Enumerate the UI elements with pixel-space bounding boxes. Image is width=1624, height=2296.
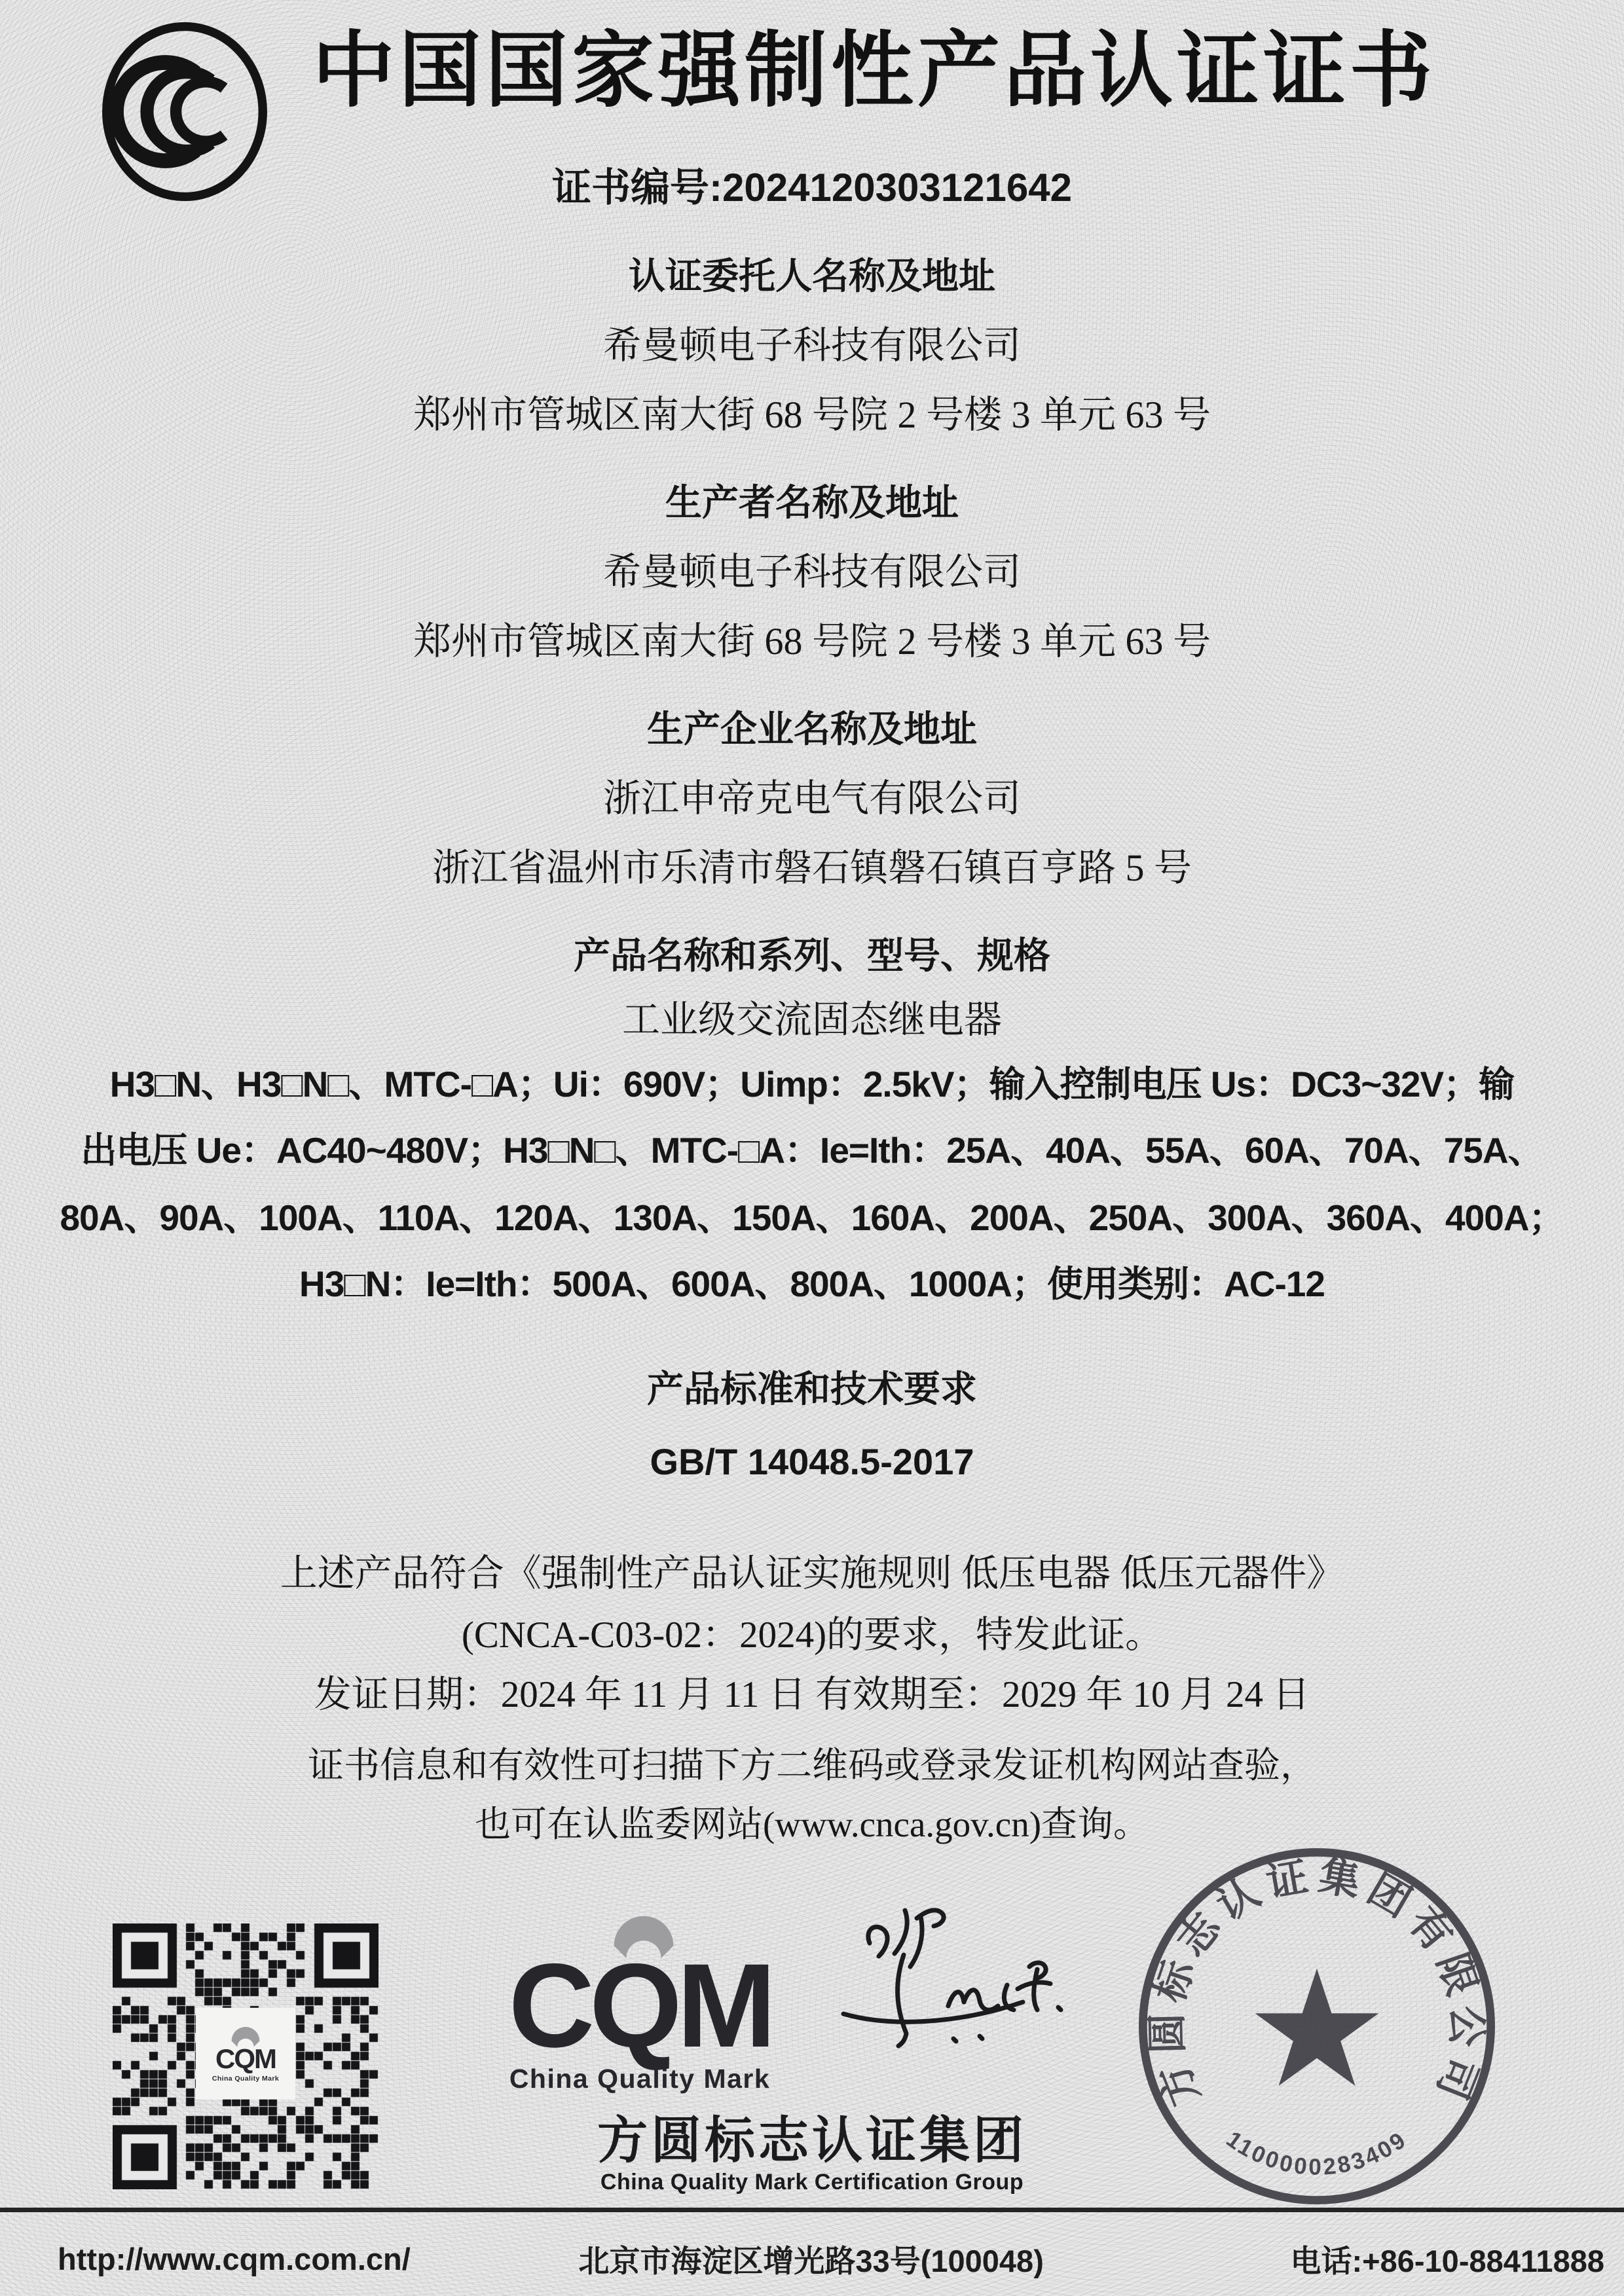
group-name-cn: 方圆标志认证集团 [597,2113,1027,2169]
seal-serial-text: 1100000283409 [1221,2126,1412,2180]
factory-heading: 生产企业名称及地址 [647,709,977,750]
factory-address: 浙江省温州市乐清市磐石镇磐石镇百亨路 5 号 [432,846,1192,889]
cqm-logo-text: CQM [508,1939,771,2072]
footer-address: 北京市海淀区增光路33号(100048) [578,2243,1044,2278]
applicant-heading: 认证委托人名称及地址 [629,256,995,297]
product-spec-line-2: 出电压 Ue：AC40~480V；H3□N□、MTC-□A：Ie=Ith：25A、40A、55A、60A、70A、75A、 [81,1129,1543,1171]
product-spec-line-1: H3□N、H3□N□、MTC-□A；Ui：690V；Uimp：2.5kV；输入控制电压 Us：DC3~32V；输 [109,1063,1515,1104]
notice-line-2: 也可在认监委网站(www.cnca.gov.cn)查询。 [474,1804,1150,1844]
signature [807,1899,1088,2069]
product-spec-line-3: 80A、90A、100A、110A、120A、130A、150A、160A、200A、250A、300A、360A、400A； [60,1197,1564,1238]
cqm-logo-subtitle: China Quality Mark [509,2063,771,2094]
qr-cqm-label: CQM [215,2043,276,2074]
statement-dates: 发证日期：2024 年 11 月 11 日 有效期至：2029 年 10 月 24 日 [314,1673,1310,1715]
svg-text:1100000283409 [1222,2126,1412,2180]
standard-heading: 产品标准和技术要求 [647,1369,977,1410]
statement-line-1: 上述产品符合《强制性产品认证实施规则 低压电器 低压元器件》 [280,1552,1344,1594]
product-heading: 产品名称和系列、型号、规格 [574,936,1050,977]
footer-bar [0,2208,1624,2296]
producer-address: 郑州市管城区南大街 68 号院 2 号楼 3 单元 63 号 [413,619,1211,663]
producer-name: 希曼顿电子科技有限公司 [602,550,1021,593]
qr-center-badge [196,2008,295,2100]
standard-value: GB/T 14048.5-2017 [650,1440,974,1482]
certificate-title: 中国国家强制性产品认证证书 [312,26,1436,117]
footer-website: http://www.cqm.com.cn/ [58,2241,411,2276]
producer-heading: 生产者名称及地址 [665,483,959,524]
product-name: 工业级交流固态继电器 [621,998,1002,1041]
certificate-number: 证书编号:2024120303121642 [552,165,1072,210]
ccc-mark-icon [97,18,272,205]
footer-phone: 电话:+86-10-88411888 [1290,2243,1604,2278]
seal-star-icon: ★ [1244,1942,1390,2121]
statement-line-2: (CNCA-C03-02：2024)的要求，特发此证。 [461,1614,1163,1656]
certificate-body [0,25,1624,1842]
company-seal [1125,1834,1509,2218]
applicant-name: 希曼顿电子科技有限公司 [602,323,1021,367]
factory-name: 浙江申帝克电气有限公司 [602,776,1021,820]
applicant-address: 郑州市管城区南大街 68 号院 2 号楼 3 单元 63 号 [413,393,1211,436]
cqm-logo [486,1913,794,2094]
group-name-en: China Quality Mark Certification Group [600,2170,1024,2195]
product-spec-line-4: H3□N：Ie=Ith：500A、600A、800A、1000A；使用类别：AC-12 [299,1263,1325,1304]
seal-company-text: 方圆标志认证集团有限公司 [1144,1852,1490,2113]
qr-cqm-sublabel: China Quality Mark [212,2074,280,2083]
notice-line-1: 证书信息和有效性可扫描下方二维码或登录发证机构网站查验， [307,1745,1316,1785]
